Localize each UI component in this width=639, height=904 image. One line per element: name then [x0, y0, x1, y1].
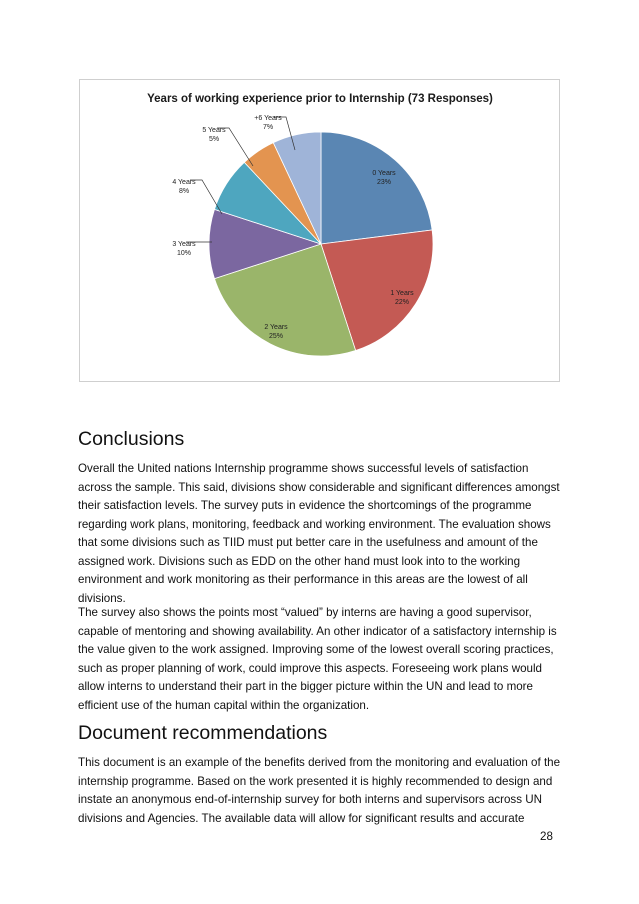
- pie-chart: [79, 79, 560, 382]
- slice-percent-plus-6-years: 7%: [262, 124, 274, 131]
- slice-percent-4-years: 8%: [178, 188, 190, 195]
- pie-chart-canvas: [80, 80, 559, 381]
- slice-name-1-years: 1 Years: [390, 290, 414, 297]
- chart-title: Years of working experience prior to Internship (73 Responses): [147, 93, 493, 105]
- page-number: 28: [540, 830, 553, 843]
- slice-name-0-years: 0 Years: [372, 170, 396, 177]
- slice-percent-2-years: 25%: [268, 333, 284, 340]
- conclusions-paragraph-2: The survey also shows the points most “valued” by interns are having a good supervisor, capable of mentoring and showing availability. An other indicator of a satisfactory internship is the value given to the work assigned. Improving some of the lowest overall scoring practices, such as proper planning of work, could improve this aspects. Foreseeing work plans would allow interns to understand their part in the bigger picture within the UN and lead to more efficient use of the human capital within the organization.: [78, 606, 557, 712]
- slice-name-5-years: 5 Years: [202, 127, 226, 134]
- slice-name-4-years: 4 Years: [172, 179, 196, 186]
- slice-percent-0-years: 23%: [376, 179, 392, 186]
- slice-percent-5-years: 5%: [208, 136, 220, 143]
- slice-name-3-years: 3 Years: [172, 241, 196, 248]
- slice-percent-1-years: 22%: [394, 299, 410, 306]
- recommendations-paragraph-1: This document is an example of the benefits derived from the monitoring and evaluation of the internship programme. Based on the work presented it is highly recommended to design and instate an anonymous end-of-internship survey for both interns and supervisors across UN divisions and Agencies. The available data will allow for significant results and accurate: [78, 756, 561, 825]
- conclusions-paragraph-1: Overall the United nations Internship programme shows successful levels of satisfaction across the sample. This said, divisions show considerable and significant differences amongst their satisfaction levels. The survey puts in evidence the shortcomings of the programme regarding work plans, monitoring, feedback and working environment. The evaluation shows that some divisions such as TIID must put better care in the usefulness and amount of the assigned work. Divisions such as EDD on the other hand must look into to the working environment and work monitoring as their performance in this areas are the lowest of all divisions.: [78, 462, 560, 605]
- recommendations-heading: Document recommendations: [78, 722, 328, 744]
- pie-slice-0-years: [321, 132, 432, 244]
- slice-name-plus-6-years: +6 Years: [254, 115, 282, 122]
- slice-percent-3-years: 10%: [176, 250, 192, 257]
- conclusions-heading: Conclusions: [78, 428, 185, 450]
- slice-name-2-years: 2 Years: [264, 324, 288, 331]
